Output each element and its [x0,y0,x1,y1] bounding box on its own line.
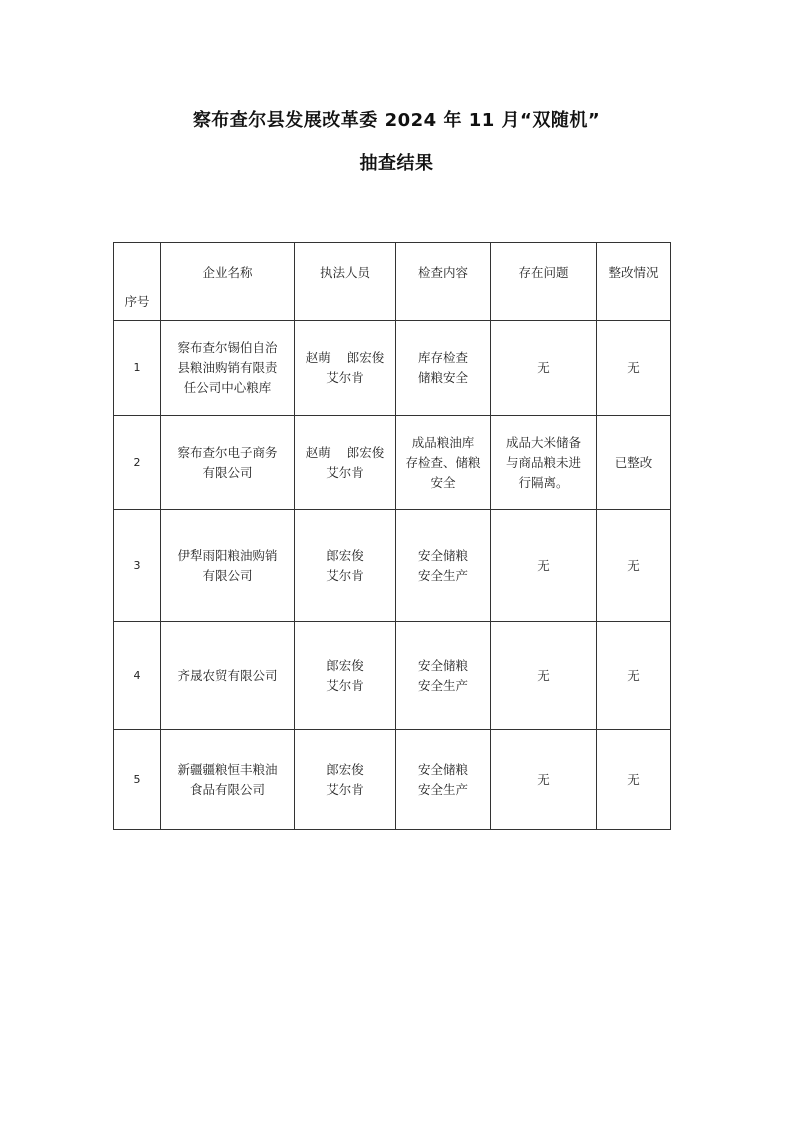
officer-name: 艾尔肯 [326,677,364,693]
row-content [396,730,491,830]
row-rectification: 无 [597,321,671,416]
officers-line [299,348,391,368]
content-line: 安全储粮 [417,547,468,563]
content-line: 安全 [430,474,456,490]
issues-line: 成品大米储备 [505,434,581,450]
row-seq: 5 [114,730,161,830]
row-issues [491,321,597,416]
row-content [396,321,491,416]
content-line: 库存检查 [417,350,468,365]
table-row [114,416,671,510]
row-company [161,416,295,510]
company-line: 察布查尔电子商务 [177,444,278,460]
row-rectification: 无 [597,730,671,830]
row-issues [491,622,597,730]
content-line: 安全生产 [417,781,468,797]
row-officers [295,510,396,622]
officer-name: 赵萌 [305,444,331,460]
officer-name: 艾尔肯 [326,567,364,583]
table-row [114,730,671,830]
table-row [114,510,671,622]
row-seq: 4 [114,622,161,730]
row-officers [295,321,396,416]
row-seq: 3 [114,510,161,622]
row-seq: 1 [114,321,161,416]
company-line: 县粮油购销有限责 [177,360,278,375]
company-line: 任公司中心粮库 [183,380,272,395]
issues-line: 行隔离。 [518,474,569,490]
officer-name: 郎宏俊 [326,761,364,777]
content-line: 存检查、储粮 [405,454,481,470]
row-rectification: 无 [597,622,671,730]
content-line: 安全储粮 [417,761,468,777]
row-officers [295,416,396,510]
header-content: 检查内容 [396,243,491,321]
officer-name: 郎宏俊 [346,350,385,365]
content-line: 安全储粮 [417,657,468,673]
issues-line: 无 [537,360,550,375]
table-row [114,622,671,730]
row-issues [491,730,597,830]
officer-name: 艾尔肯 [326,370,364,385]
content-line: 安全生产 [417,677,468,693]
company-line: 伊犁雨阳粮油购销 [177,547,278,563]
row-company [161,622,295,730]
company-line: 察布查尔锡伯自治 [177,340,278,355]
header-company: 企业名称 [161,243,295,321]
content-line: 储粮安全 [417,370,468,385]
officer-name: 郎宏俊 [326,657,364,673]
header-seq: 序号 [114,243,161,321]
table-row [114,321,671,416]
content-line: 成品粮油库 [411,434,475,450]
officer-name: 郎宏俊 [346,444,385,460]
header-rectification: 整改情况 [597,243,671,321]
header-issues: 存在问题 [491,243,597,321]
row-officers [295,622,396,730]
company-line: 有限公司 [202,464,253,480]
issues-line: 无 [537,771,550,787]
row-officers [295,730,396,830]
document-subtitle: 抽查结果 [359,153,434,174]
row-content [396,510,491,622]
company-line: 有限公司 [202,567,253,583]
officers-line [299,443,391,463]
company-line: 齐晟农贸有限公司 [177,667,278,683]
officer-name: 艾尔肯 [326,781,364,797]
row-company [161,510,295,622]
company-line: 食品有限公司 [189,781,265,797]
table-header-row [114,243,671,321]
header-officers: 执法人员 [295,243,396,321]
row-content [396,416,491,510]
row-content [396,622,491,730]
issues-line: 无 [537,667,550,683]
row-rectification: 已整改 [597,416,671,510]
inspection-results-table [113,242,671,830]
company-line: 新疆疆粮恒丰粮油 [177,761,278,777]
issues-line: 与商品粮未进 [505,454,581,470]
officer-name: 赵萌 [305,350,331,365]
content-line: 安全生产 [417,567,468,583]
row-rectification: 无 [597,510,671,622]
row-company [161,321,295,416]
officer-name: 郎宏俊 [326,547,364,563]
row-issues [491,510,597,622]
row-issues [491,416,597,510]
document-title: 察布查尔县发展改革委 2024 年 11 月“双随机” [192,110,601,131]
issues-line: 无 [537,557,550,573]
row-seq: 2 [114,416,161,510]
row-company [161,730,295,830]
officer-name: 艾尔肯 [326,464,364,480]
